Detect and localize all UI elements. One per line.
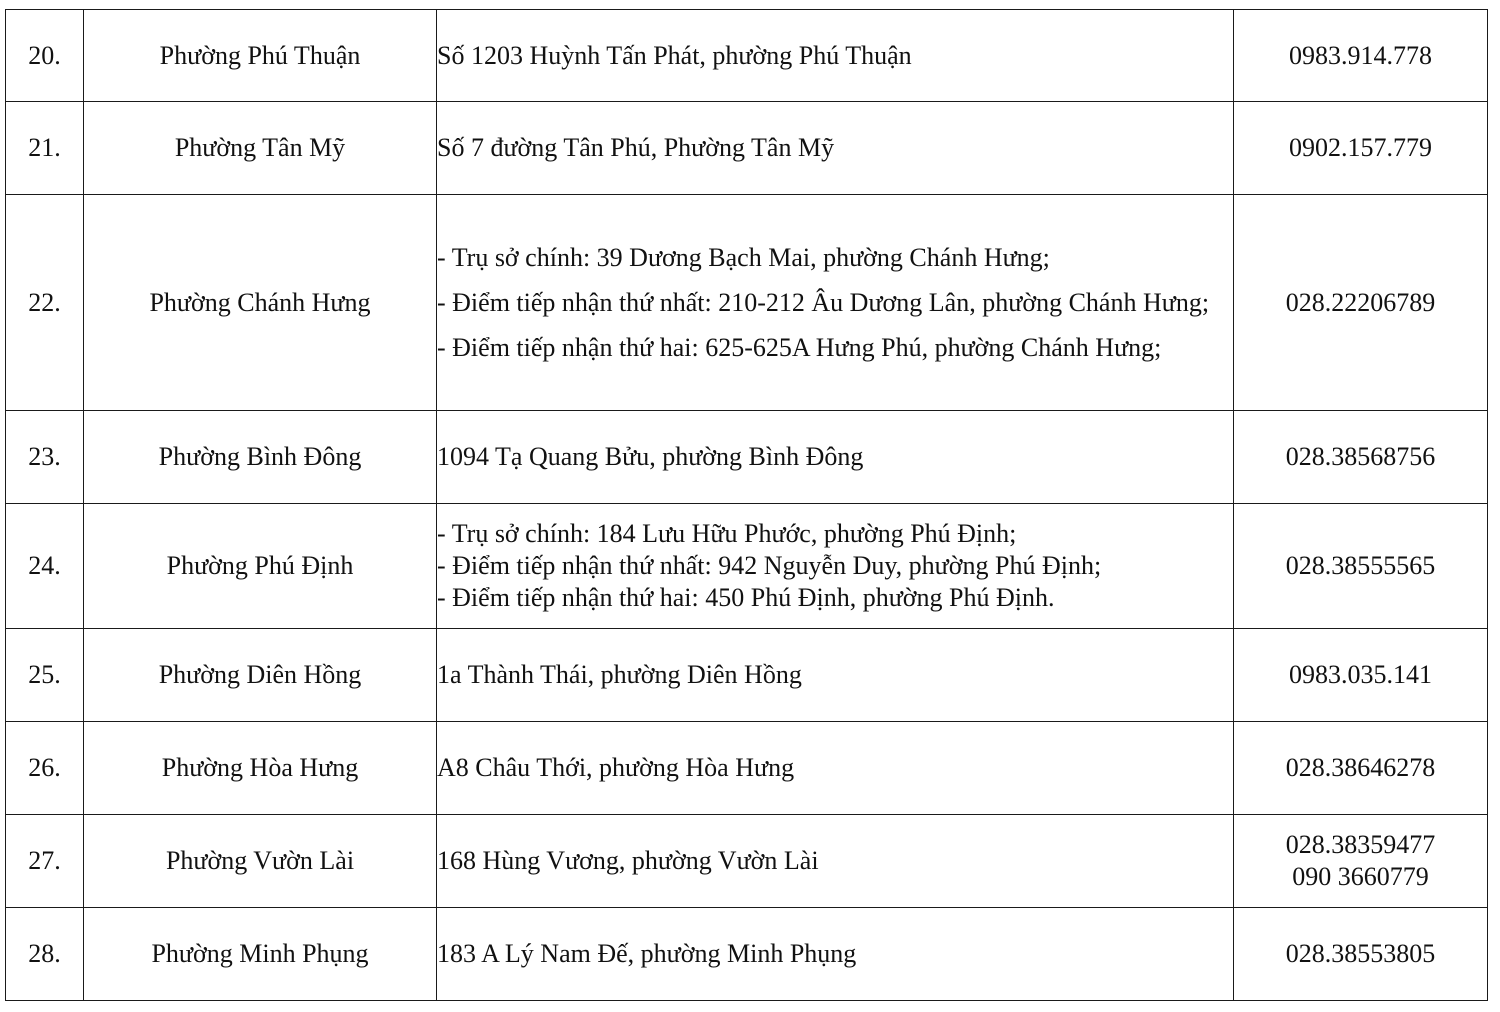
row-number: 25.: [6, 629, 84, 722]
address-line: 1094 Tạ Quang Bửu, phường Bình Đông: [437, 442, 864, 471]
ward-phone: [1234, 722, 1488, 815]
address-line: - Điểm tiếp nhận thứ hai: 450 Phú Định, phường Phú Định.: [437, 583, 1055, 612]
ward-phone: [1234, 195, 1488, 411]
address-line: 183 A Lý Nam Đế, phường Minh Phụng: [437, 939, 857, 968]
table-row: [6, 504, 1488, 629]
table-row: [6, 722, 1488, 815]
ward-name: Phường Phú Thuận: [84, 10, 437, 102]
ward-name: Phường Phú Định: [84, 504, 437, 629]
ward-address: [437, 722, 1234, 815]
phone-number: 0983.035.141: [1289, 660, 1432, 689]
row-number: 24.: [6, 504, 84, 629]
phone-number: 0902.157.779: [1289, 133, 1432, 162]
address-line: - Điểm tiếp nhận thứ nhất: 942 Nguyễn Duy, phường Phú Định;: [437, 551, 1102, 580]
ward-address: [437, 411, 1234, 504]
ward-address: [437, 195, 1234, 411]
ward-address: [437, 815, 1234, 908]
ward-phone: [1234, 10, 1488, 102]
ward-contact-table: [5, 9, 1488, 1001]
phone-number: 028.38555565: [1285, 551, 1436, 580]
ward-address: [437, 504, 1234, 629]
table-row: [6, 815, 1488, 908]
phone-number: 028.38553805: [1285, 939, 1436, 968]
ward-name: Phường Vườn Lài: [84, 815, 437, 908]
address-line: - Trụ sở chính: 39 Dương Bạch Mai, phường Chánh Hưng;: [437, 242, 1050, 272]
address-line: - Trụ sở chính: 184 Lưu Hữu Phước, phường Phú Định;: [437, 519, 1017, 548]
row-number: 26.: [6, 722, 84, 815]
row-number: 20.: [6, 10, 84, 102]
phone-number: 090 3660779: [1292, 862, 1429, 891]
address-line: - Điểm tiếp nhận thứ hai: 625-625A Hưng Phú, phường Chánh Hưng;: [437, 332, 1162, 362]
phone-number: 028.38646278: [1285, 753, 1436, 782]
row-number: 23.: [6, 411, 84, 504]
ward-address: [437, 629, 1234, 722]
ward-phone: [1234, 908, 1488, 1001]
table-row: [6, 411, 1488, 504]
address-line: 168 Hùng Vương, phường Vườn Lài: [437, 846, 819, 875]
address-line: - Điểm tiếp nhận thứ nhất: 210-212 Âu Dương Lân, phường Chánh Hưng;: [437, 287, 1210, 317]
phone-number: 028.38359477: [1285, 830, 1436, 859]
row-number: 21.: [6, 102, 84, 195]
phone-number: 0983.914.778: [1289, 40, 1432, 70]
ward-phone: [1234, 504, 1488, 629]
phone-number: 028.38568756: [1285, 442, 1436, 471]
address-line: 1a Thành Thái, phường Diên Hồng: [437, 660, 802, 689]
row-number: 22.: [6, 195, 84, 411]
table-row: [6, 102, 1488, 195]
ward-name: Phường Bình Đông: [84, 411, 437, 504]
ward-name: Phường Minh Phụng: [84, 908, 437, 1001]
ward-phone: [1234, 102, 1488, 195]
ward-name: Phường Tân Mỹ: [84, 102, 437, 195]
row-number: 27.: [6, 815, 84, 908]
ward-name: Phường Hòa Hưng: [84, 722, 437, 815]
ward-address: [437, 102, 1234, 195]
row-number: 28.: [6, 908, 84, 1001]
ward-phone: [1234, 629, 1488, 722]
table-row: [6, 10, 1488, 102]
ward-address: [437, 10, 1234, 102]
address-line: A8 Châu Thới, phường Hòa Hưng: [437, 753, 795, 782]
ward-name: Phường Chánh Hưng: [84, 195, 437, 411]
table-row: [6, 908, 1488, 1001]
table-row: [6, 629, 1488, 722]
address-line: Số 1203 Huỳnh Tấn Phát, phường Phú Thuận: [437, 40, 912, 70]
ward-phone: [1234, 815, 1488, 908]
table-row: [6, 195, 1488, 411]
phone-number: 028.22206789: [1285, 287, 1436, 317]
ward-phone: [1234, 411, 1488, 504]
ward-address: [437, 908, 1234, 1001]
ward-name: Phường Diên Hồng: [84, 629, 437, 722]
address-line: Số 7 đường Tân Phú, Phường Tân Mỹ: [437, 133, 835, 162]
